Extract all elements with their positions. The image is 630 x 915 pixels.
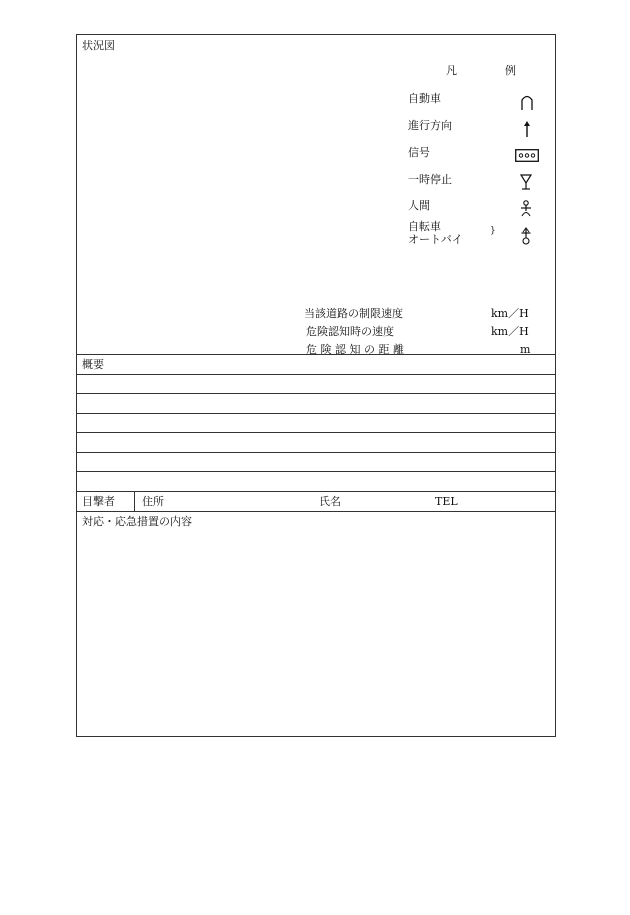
- witness-tel-label: TEL: [435, 495, 458, 508]
- danger-distance-label: 危 険 認 知 の 距 離: [306, 343, 404, 356]
- summary-top-border: [77, 354, 555, 355]
- legend-title-right: 例: [505, 64, 516, 77]
- stop-sign-icon: [520, 174, 532, 190]
- legend-label-car: 自動車: [408, 92, 441, 105]
- summary-row-line: [77, 374, 555, 375]
- witness-top-border: [77, 491, 555, 492]
- legend-label-bicycle: 自転車: [408, 220, 441, 233]
- summary-row-line: [77, 452, 555, 453]
- legend-title-left: 凡: [446, 64, 457, 77]
- legend-label-stop: 一時停止: [408, 173, 452, 186]
- legend-label-signal: 信号: [408, 146, 430, 159]
- traffic-signal-icon: [515, 149, 539, 162]
- danger-distance-unit: m: [520, 343, 531, 356]
- car-icon: [520, 93, 534, 111]
- summary-row-line: [77, 471, 555, 472]
- legend-brace: }: [490, 226, 496, 236]
- witness-label: 目撃者: [82, 495, 115, 508]
- person-icon: [520, 200, 532, 218]
- witness-address-label: 住所: [142, 495, 164, 508]
- response-label: 対応・応急措置の内容: [82, 515, 192, 528]
- incident-report-form: [76, 34, 556, 737]
- bicycle-motorcycle-icon: [520, 227, 532, 245]
- summary-row-line: [77, 393, 555, 394]
- legend-label-motorcycle: オートバイ: [408, 233, 463, 246]
- response-top-border: [77, 511, 555, 512]
- summary-row-line: [77, 432, 555, 433]
- summary-label: 概要: [82, 358, 104, 371]
- summary-row-line: [77, 413, 555, 414]
- legend-label-direction: 進行方向: [408, 119, 452, 132]
- witness-divider: [134, 491, 135, 511]
- witness-name-label: 氏名: [319, 495, 341, 508]
- direction-arrow-icon: [523, 121, 531, 137]
- speed-limit-unit: km／H: [491, 307, 529, 320]
- danger-speed-label: 危険認知時の速度: [306, 325, 394, 338]
- danger-speed-unit: km／H: [491, 325, 529, 338]
- speed-limit-label: 当該道路の制限速度: [304, 307, 403, 320]
- legend-label-person: 人間: [408, 199, 430, 212]
- situation-diagram-label: 状況図: [82, 39, 115, 52]
